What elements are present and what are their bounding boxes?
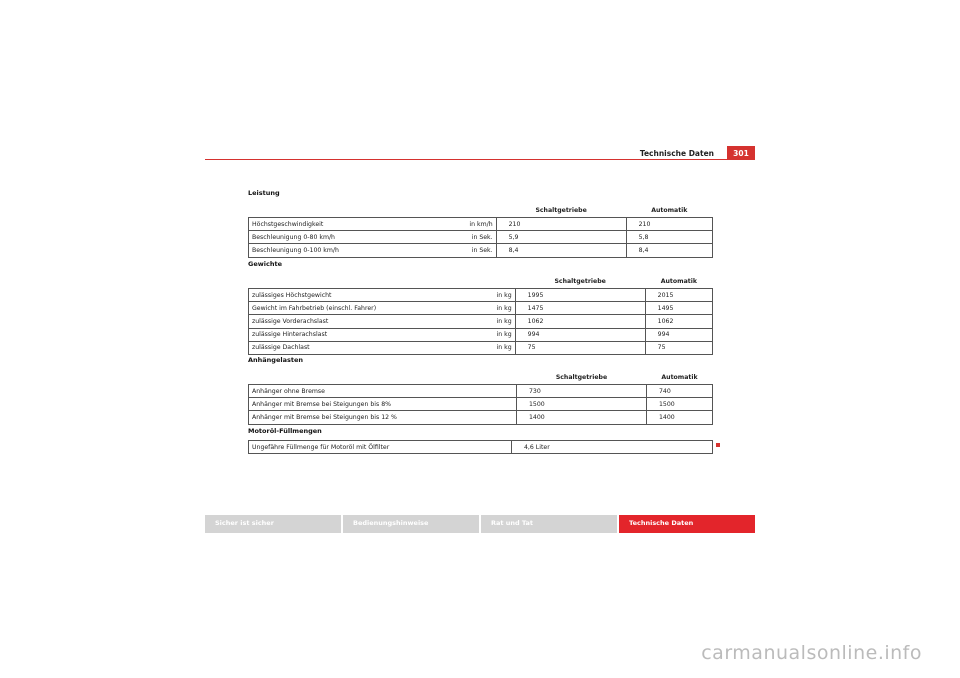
value-schaltgetriebe: 730 [517, 385, 647, 398]
row-unit: in kg [479, 289, 516, 302]
value-schaltgetriebe: 1400 [517, 411, 647, 424]
row-unit: in kg [479, 328, 516, 341]
value-automatik: 994 [645, 328, 712, 341]
section-title-gewichte: Gewichte [248, 260, 282, 268]
table-row [249, 315, 713, 328]
value-schaltgetriebe: 1995 [515, 289, 645, 302]
row-label: Gewicht im Fahrbetrieb (einschl. Fahrer) [249, 302, 479, 315]
footer-tab-bedienungshinweise[interactable]: Bedienungshinweise [343, 515, 479, 533]
value-schaltgetriebe: 1475 [515, 302, 645, 315]
row-label: zulässiges Höchstgewicht [249, 289, 479, 302]
row-label: zulässige Hinterachslast [249, 328, 479, 341]
table-gewichte [248, 274, 713, 355]
row-label: Ungefähre Füllmenge für Motoröl mit Ölfilter [249, 441, 512, 454]
page-header-title: Technische Daten [639, 149, 714, 158]
row-label: zulässige Dachlast [249, 341, 479, 354]
section-title-motoroel: Motoröl-Füllmengen [248, 427, 322, 435]
value-schaltgetriebe: 210 [496, 218, 626, 231]
column-header-schaltgetriebe: Schaltgetriebe [535, 206, 587, 214]
value-automatik: 1500 [647, 398, 713, 411]
value-automatik: 5,8 [626, 231, 712, 244]
table-motoroel [248, 440, 713, 454]
table-row [249, 218, 713, 231]
value-automatik: 75 [645, 341, 712, 354]
table-header-row [249, 203, 713, 218]
column-header-automatik: Automatik [661, 373, 698, 381]
table-row [249, 302, 713, 315]
row-label: Anhänger mit Bremse bei Steigungen bis 12 % [249, 411, 517, 424]
value-automatik: 8,4 [626, 244, 712, 257]
column-header-automatik: Automatik [651, 206, 688, 214]
footer-chapter-nav [205, 515, 755, 533]
row-label: Beschleunigung 0-100 km/h [249, 244, 460, 257]
row-unit: in Sek. [460, 231, 497, 244]
row-unit: in kg [479, 315, 516, 328]
table-row [249, 289, 713, 302]
table-row [249, 244, 713, 257]
value-schaltgetriebe: 5,9 [496, 231, 626, 244]
value-schaltgetriebe: 994 [515, 328, 645, 341]
value-schaltgetriebe: 75 [515, 341, 645, 354]
value-automatik: 210 [626, 218, 712, 231]
table-header-row [249, 274, 713, 289]
value-automatik: 1062 [645, 315, 712, 328]
value-automatik: 1495 [645, 302, 712, 315]
row-label: Anhänger ohne Bremse [249, 385, 517, 398]
row-label: zulässige Vorderachslast [249, 315, 479, 328]
table-row [249, 385, 713, 398]
row-unit: in Sek. [460, 244, 497, 257]
table-row [249, 411, 713, 424]
value-schaltgetriebe: 8,4 [496, 244, 626, 257]
value-oil-capacity: 4,6 Liter [512, 441, 713, 454]
watermark: carmanualsonline.info [701, 642, 922, 664]
section-title-anhaengelasten: Anhängelasten [248, 356, 303, 364]
section-title-leistung: Leistung [248, 189, 280, 197]
value-automatik: 2015 [645, 289, 712, 302]
table-row [249, 441, 713, 454]
value-automatik: 740 [647, 385, 713, 398]
row-unit: in kg [479, 341, 516, 354]
value-automatik: 1400 [647, 411, 713, 424]
value-schaltgetriebe: 1062 [515, 315, 645, 328]
page-number-badge: 301 [727, 146, 755, 160]
row-label: Anhänger mit Bremse bei Steigungen bis 8% [249, 398, 517, 411]
header-rule [205, 159, 755, 160]
footer-tab-technische-daten[interactable]: Technische Daten [619, 515, 755, 533]
column-header-schaltgetriebe: Schaltgetriebe [555, 373, 608, 381]
row-unit: in kg [479, 302, 516, 315]
row-label: Beschleunigung 0-80 km/h [249, 231, 460, 244]
table-row [249, 398, 713, 411]
column-header-automatik: Automatik [660, 277, 697, 285]
row-label: Höchstgeschwindigkeit [249, 218, 460, 231]
footer-tab-rat-und-tat[interactable]: Rat und Tat [481, 515, 617, 533]
table-header-row [249, 370, 713, 385]
footer-tab-sicher-ist-sicher[interactable]: Sicher ist sicher [205, 515, 341, 533]
table-leistung [248, 203, 713, 258]
row-unit: in km/h [460, 218, 497, 231]
column-header-schaltgetriebe: Schaltgetriebe [554, 277, 606, 285]
table-row [249, 341, 713, 354]
table-row [249, 231, 713, 244]
section-end-marker [716, 443, 720, 447]
table-anhaengelasten [248, 370, 713, 425]
value-schaltgetriebe: 1500 [517, 398, 647, 411]
table-row [249, 328, 713, 341]
